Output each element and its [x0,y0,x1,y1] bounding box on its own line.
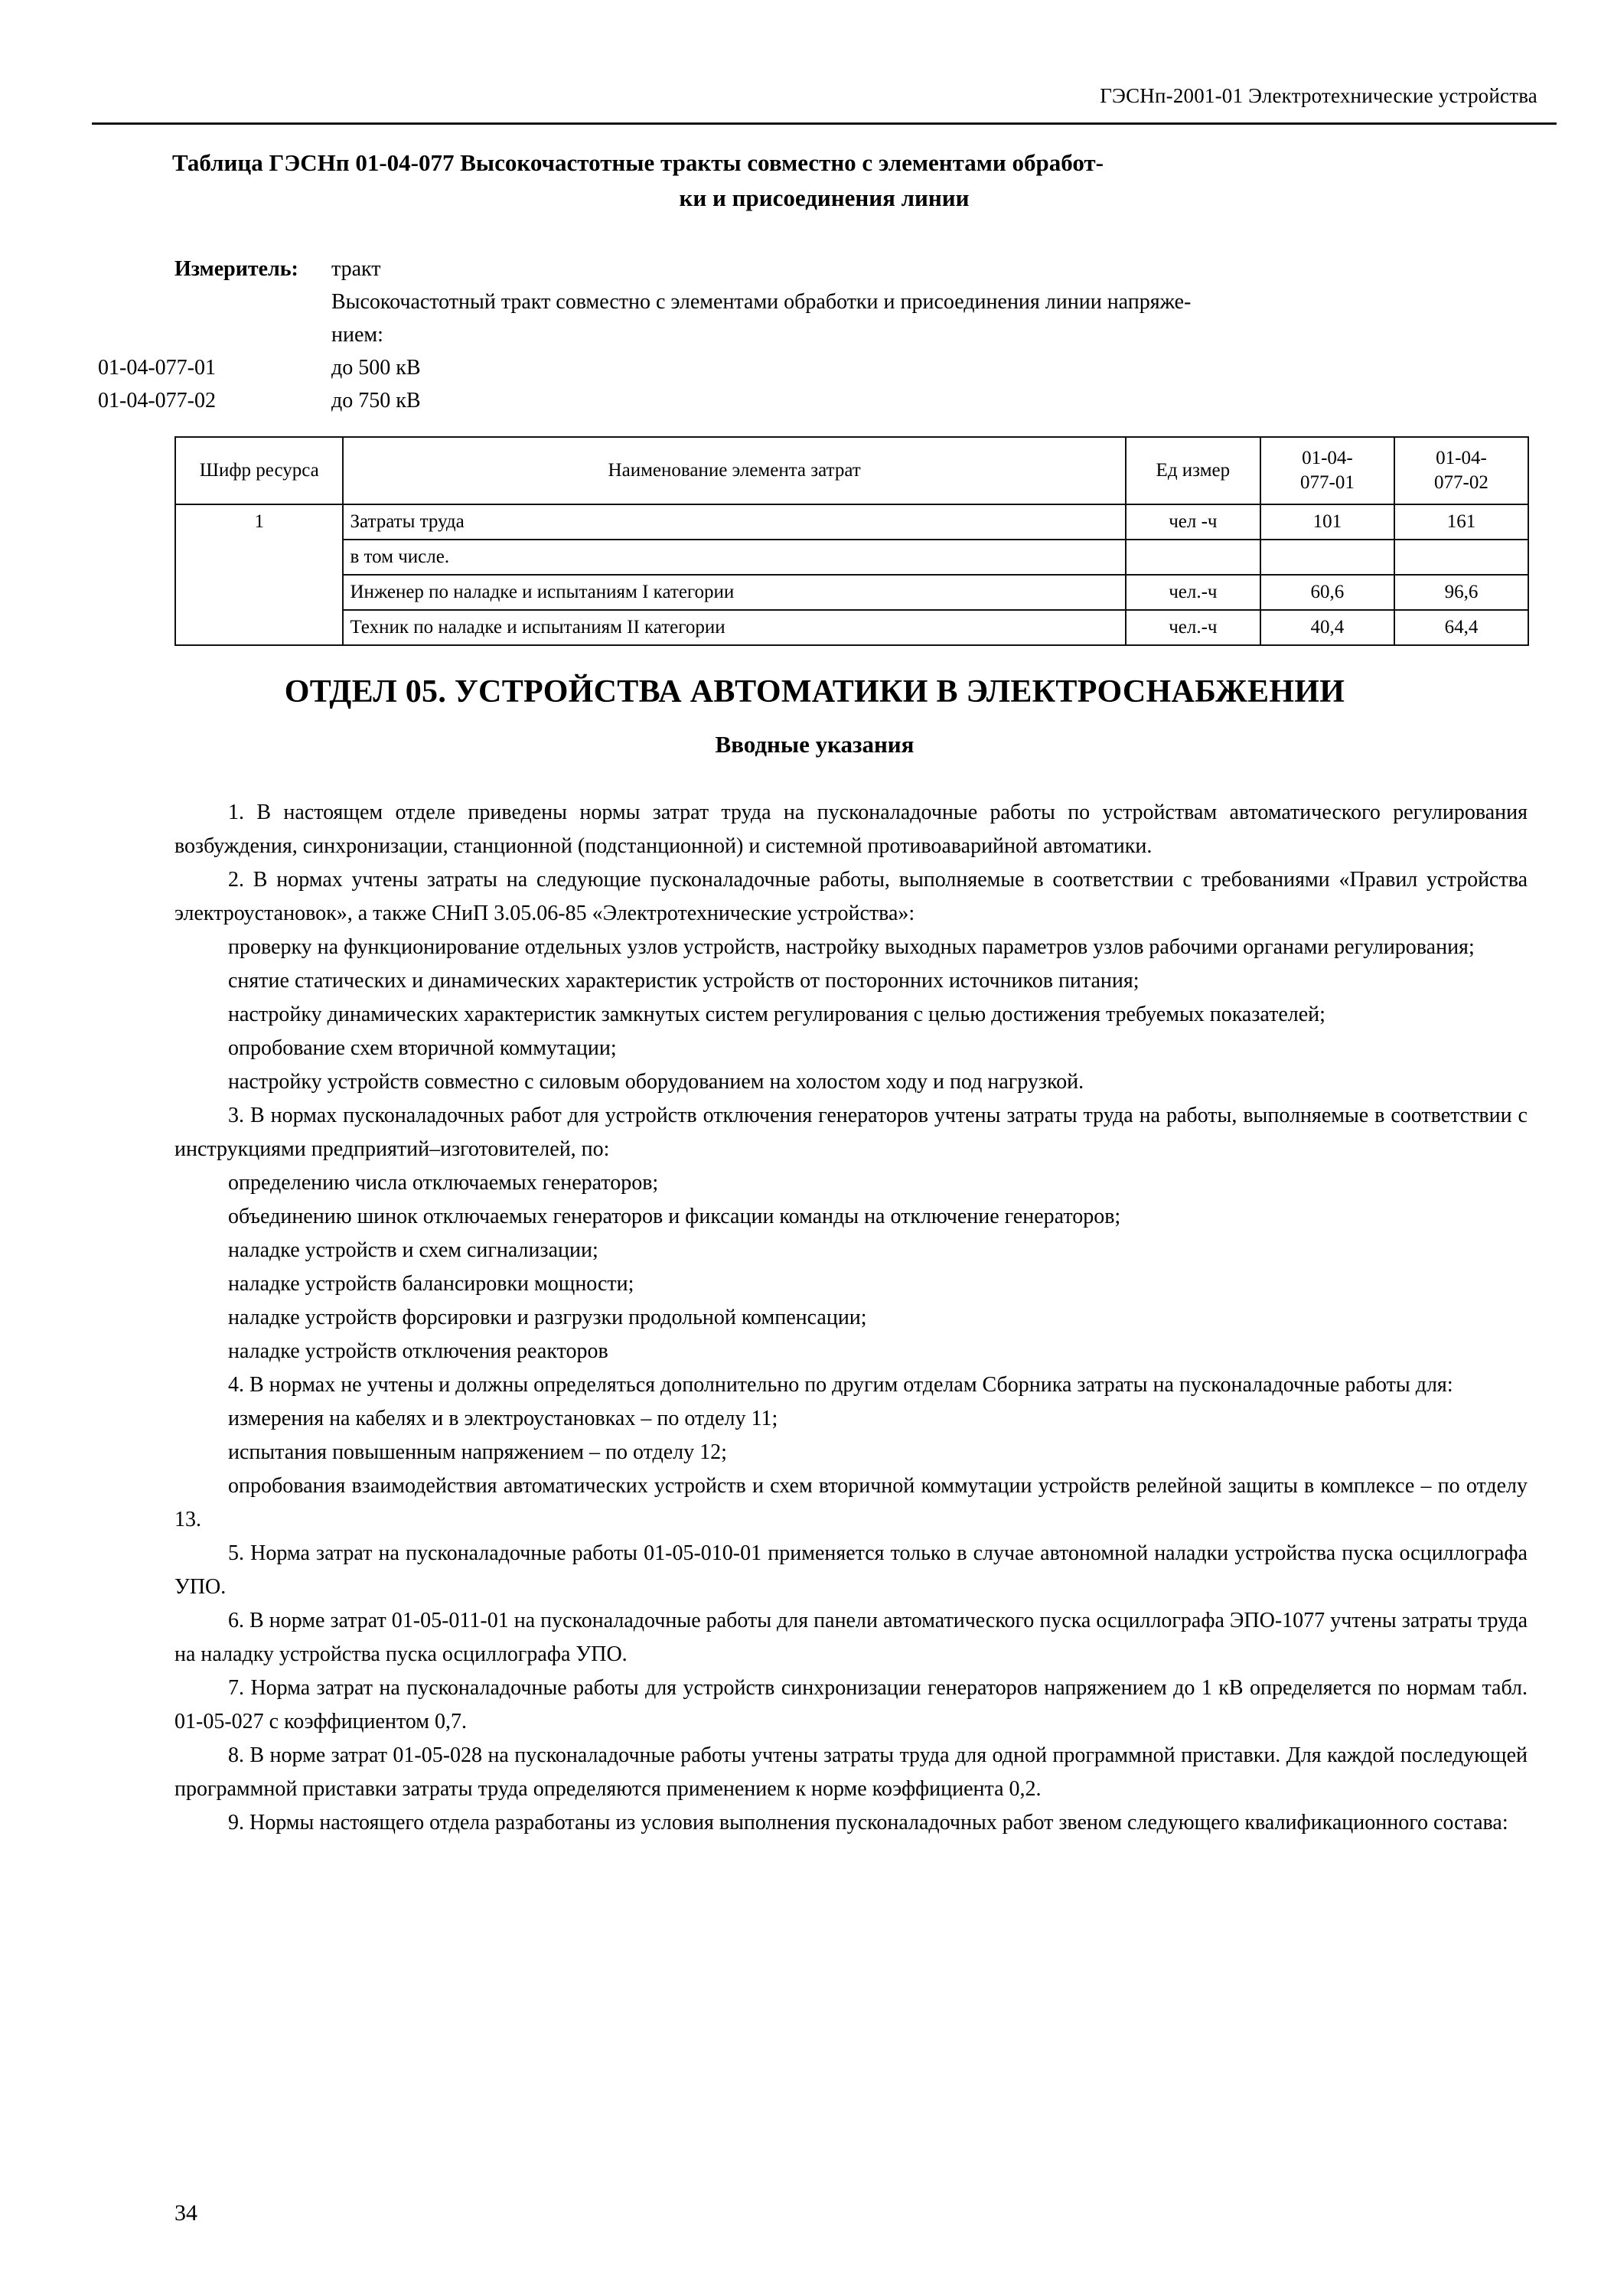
list-item-paragraph: проверку на функционирование отдельных узлов устройств, настройку выходных параметров узлов рабочими органами регулирования; [228,935,1475,959]
list-item-paragraph: снятие статических и динамических характеристик устройств от посторонних источников питания; [228,969,1140,993]
header-col1-line-1: 01-04- [1302,448,1353,468]
measurer-row [174,253,1506,285]
measurer-code-value: до 500 кВ [331,356,421,380]
measurer-block [98,253,1506,417]
list-item-paragraph: настройку динамических характеристик замкнутых систем регулирования с целью достижения требуемых показателей; [228,1003,1325,1026]
numbered-paragraph: 8. В норме затрат 01-05-028 на пусконаладочные работы учтены затраты труда для одной программной приставки. Для каждой последующей программной приставки затраты труда определяются применением к норме коэффициента 0,2. [174,1743,1528,1801]
page-number: 34 [174,2200,197,2226]
list-item-paragraph: наладке устройств отключения реакторов [228,1339,608,1363]
numbered-paragraph: 5. Норма затрат на пусконаладочные работы 01-05-010-01 применяется только в случае автономной наладки устройства пуска осциллографа УПО. [174,1541,1528,1599]
header-column-01-04-077-02 [1394,437,1528,504]
list-item-paragraph: опробования взаимодействия автоматических устройств и схем вторичной коммутации устройств релейной защиты в комплексе – по отделу 13. [174,1474,1528,1531]
numbered-paragraph: 4. В нормах не учтены и должны определяться дополнительно по другим отделам Сборника затраты на пусконаладочные работы для: [228,1373,1453,1397]
measurer-label: Измеритель: [174,257,298,281]
table-caption-line-2: ки и присоединения линии [679,184,970,211]
numbered-paragraph: 7. Норма затрат на пусконаладочные работы для устройств синхронизации генераторов напряжением до 1 кВ определяется по нормам табл. 01-05-027 с коэффициентом 0,7. [174,1676,1528,1733]
list-item-paragraph: наладке устройств и схем сигнализации; [228,1238,598,1262]
header-divider [92,122,1557,125]
list-item-paragraph: настройку устройств совместно с силовым оборудованием на холостом ходу и под нагрузкой. [228,1070,1084,1094]
measurer-value: тракт [331,257,381,281]
header-col2-line-1: 01-04- [1436,448,1487,468]
cell-value-col1: 101 [1260,504,1394,540]
table-caption-line-1: Таблица ГЭСНп 01-04-077 Высокочастотные тракты совместно с элементами обработ- [172,149,1104,176]
section-title: ОТДЕЛ 05. УСТРОЙСТВА АВТОМАТИКИ В ЭЛЕКТРОСНАБЖЕНИИ [284,674,1345,709]
cell-unit [1126,540,1260,575]
list-item-paragraph: наладке устройств форсировки и разгрузки продольной компенсации; [228,1306,867,1329]
cell-value-col1: 40,4 [1260,610,1394,645]
cell-name: Инженер по наладке и испытаниям I категории [343,575,1125,610]
cell-name: Затраты труда [343,504,1125,540]
cell-value-col2: 64,4 [1394,610,1528,645]
table-row [175,504,1528,540]
table-caption [172,145,1499,216]
header-resource-code: Шифр ресурса [175,437,343,504]
numbered-paragraph: 2. В нормах учтены затраты на следующие пусконаладочные работы, выполняемые в соответствии с требованиями «Правил устройства электроустановок», а также СНиП 3.05.06-85 «Электротехнические устройства»: [174,868,1528,925]
cell-unit: чел.-ч [1126,575,1260,610]
list-item-paragraph: испытания повышенным напряжением – по отделу 12; [228,1440,727,1464]
measurer-description-cont: нием: [331,323,383,347]
table-row [175,540,1528,575]
numbered-paragraph: 6. В норме затрат 01-05-011-01 на пусконаладочные работы для панели автоматического пуска осциллографа ЭПО-1077 учтены затраты труда на наладку устройства пуска осциллографа УПО. [174,1609,1528,1666]
cell-value-col1: 60,6 [1260,575,1394,610]
cell-value-col2 [1394,540,1528,575]
measurer-description: Высокочастотный тракт совместно с элементами обработки и присоединения линии напряже- [331,290,1192,314]
running-header: ГЭСНп-2001-01 Электротехнические устройства [1100,84,1537,107]
table-row [175,575,1528,610]
numbered-paragraph: 3. В нормах пусконаладочных работ для устройств отключения генераторов учтены затраты труда на работы, выполняемые в соответствии с инструкциями предприятий–изготовителей, по: [174,1104,1528,1161]
header-col1-line-2: 077-01 [1300,472,1355,493]
cell-value-col1 [1260,540,1394,575]
cell-resource-code: 1 [175,504,343,645]
cell-value-col2: 96,6 [1394,575,1528,610]
table-body [175,504,1528,645]
header-cost-element-name: Наименование элемента затрат [343,437,1125,504]
measurer-code-row [98,384,1506,417]
cell-name: Техник по наладке и испытаниям II категории [343,610,1125,645]
subsection-title: Вводные указания [715,731,915,758]
cell-name: в том числе. [343,540,1125,575]
table-header-row [175,437,1528,504]
table-head [175,437,1528,504]
cell-unit: чел.-ч [1126,610,1260,645]
body-text [174,796,1528,1840]
header-col2-line-2: 077-02 [1434,472,1488,493]
header-column-01-04-077-01 [1260,437,1394,504]
measurer-code: 01-04-077-02 [98,389,216,413]
header-unit: Ед измер [1126,437,1260,504]
numbered-paragraph: 1. В настоящем отделе приведены нормы затрат труда на пусконаладочные работы по устройствам автоматического регулирования возбуждения, синхронизации, станционной (подстанционной) и системной противоаварийной автоматики. [174,801,1528,858]
cost-elements-table [174,436,1529,646]
measurer-code-row [98,351,1506,384]
measurer-code: 01-04-077-01 [98,356,216,380]
list-item-paragraph: измерения на кабелях и в электроустановках – по отделу 11; [228,1407,778,1430]
list-item-paragraph: опробование схем вторичной коммутации; [228,1036,617,1060]
list-item-paragraph: определению числа отключаемых генераторов; [228,1171,659,1195]
list-item-paragraph: наладке устройств балансировки мощности; [228,1272,634,1296]
numbered-paragraph: 9. Нормы настоящего отдела разработаны из условия выполнения пусконаладочных работ звеном следующего квалификационного состава: [228,1811,1508,1835]
list-item-paragraph: объединению шинок отключаемых генераторов и фиксации команды на отключение генераторов; [228,1205,1121,1228]
table-row [175,610,1528,645]
cell-value-col2: 161 [1394,504,1528,540]
measurer-code-value: до 750 кВ [331,389,421,413]
cell-unit: чел -ч [1126,504,1260,540]
